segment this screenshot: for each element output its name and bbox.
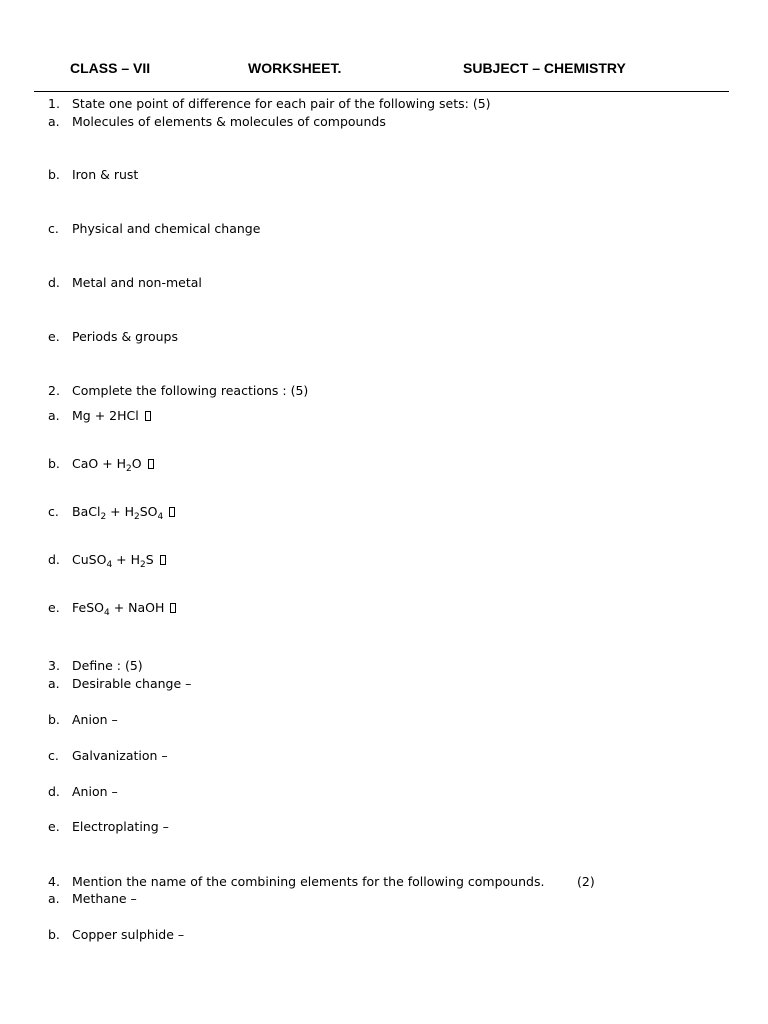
reaction-equation: CaO + $H_2O$	[72, 456, 154, 472]
reaction-equation: FeSO$_4$ + NaOH	[72, 600, 176, 616]
item-label: a.	[48, 114, 60, 129]
item-label: b.	[48, 456, 60, 471]
item-text: Galvanization –	[72, 748, 168, 763]
item-label: c.	[48, 221, 59, 236]
item-label: c.	[48, 504, 59, 519]
subject-label: SUBJECT – CHEMISTRY	[463, 60, 626, 76]
item-label: e.	[48, 819, 60, 834]
item-label: b.	[48, 167, 60, 182]
item-label: d.	[48, 275, 60, 290]
item-text: Copper sulphide –	[72, 927, 185, 942]
question-number: 2.	[48, 383, 60, 398]
question-text: State one point of difference for each pair of the following sets: (5)	[72, 96, 491, 111]
question-number: 4.	[48, 874, 60, 889]
item-label: b.	[48, 927, 60, 942]
reaction-equation: BaCl$_2$ + $H_2SO_4$	[72, 504, 175, 520]
item-label: a.	[48, 676, 60, 691]
question-marks: (2)	[577, 874, 595, 889]
question-text: Define : (5)	[72, 658, 143, 673]
arrow-icon	[170, 603, 176, 613]
item-text: Metal and non-metal	[72, 275, 202, 290]
item-label: e.	[48, 329, 60, 344]
item-label: d.	[48, 552, 60, 567]
header-divider	[34, 91, 729, 92]
item-text: Anion –	[72, 712, 118, 727]
item-text: Molecules of elements & molecules of compounds	[72, 114, 386, 129]
item-text: Desirable change –	[72, 676, 192, 691]
item-text: Physical and chemical change	[72, 221, 261, 236]
item-text: Periods & groups	[72, 329, 178, 344]
item-label: e.	[48, 600, 60, 615]
reaction-equation: CuSO$_4$ + $H_2S$	[72, 552, 166, 568]
question-number: 3.	[48, 658, 60, 673]
item-label: a.	[48, 891, 60, 906]
class-label: CLASS – VII	[70, 60, 151, 76]
item-text: Electroplating –	[72, 819, 169, 834]
question-number: 1.	[48, 96, 60, 111]
item-label: b.	[48, 712, 60, 727]
arrow-icon	[160, 555, 166, 565]
item-label: c.	[48, 748, 59, 763]
item-text: Methane –	[72, 891, 137, 906]
arrow-icon	[169, 507, 175, 517]
item-text: Anion –	[72, 784, 118, 799]
question-text: Mention the name of the combining elements for the following compounds.	[72, 874, 545, 889]
question-text: Complete the following reactions : (5)	[72, 383, 309, 398]
worksheet-title: WORKSHEET.	[248, 60, 342, 76]
item-text: Iron & rust	[72, 167, 139, 182]
item-label: d.	[48, 784, 60, 799]
arrow-icon	[148, 459, 154, 469]
arrow-icon	[145, 411, 151, 421]
item-label: a.	[48, 408, 60, 423]
reaction-equation: Mg + 2HCl	[72, 408, 151, 424]
